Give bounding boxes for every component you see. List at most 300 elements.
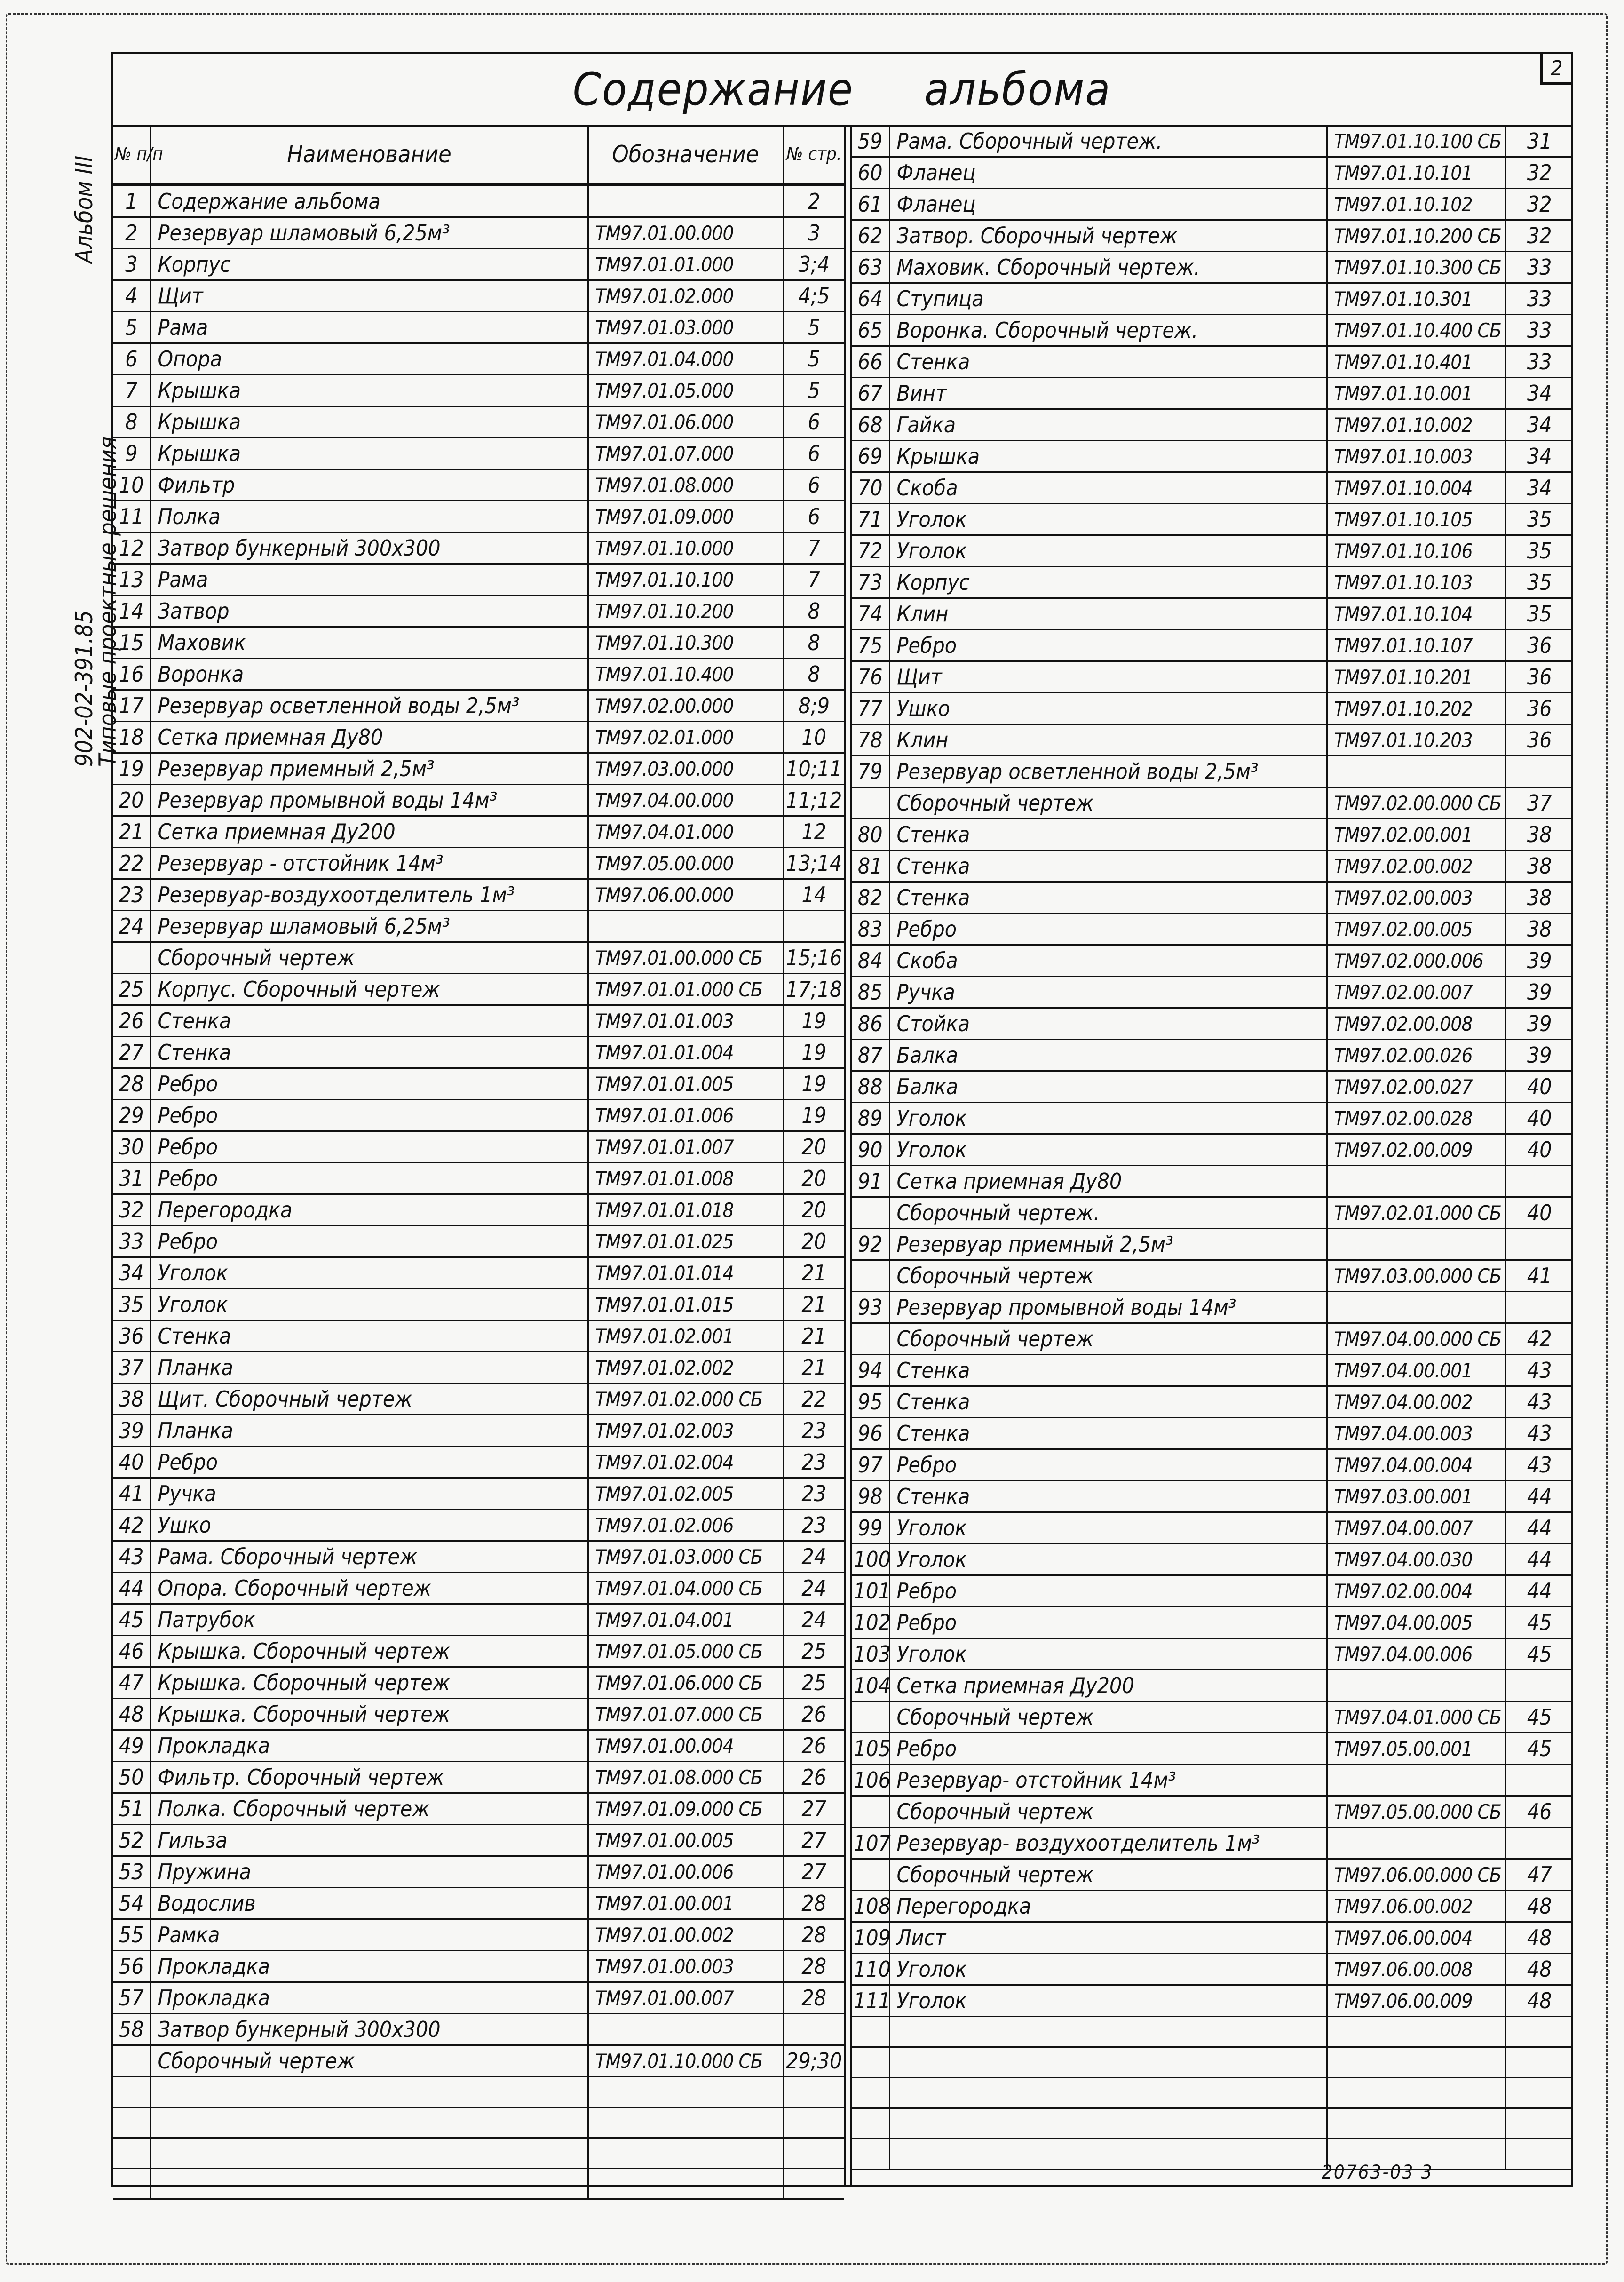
row-number: 47 (113, 1667, 151, 1699)
table-row (113, 1100, 844, 1131)
empty-cell (588, 2077, 783, 2107)
table-row (852, 1544, 1573, 1575)
row-page: 34 (1505, 409, 1573, 441)
row-number: 14 (113, 596, 151, 627)
row-page: 38 (1505, 914, 1573, 945)
row-page: 44 (1505, 1481, 1573, 1512)
row-code: ТМ97.01.10.301 (1327, 283, 1505, 315)
row-name: Уголок (889, 1544, 1327, 1575)
row-name: Сборочный чертеж (889, 1260, 1327, 1292)
row-page: 38 (1505, 819, 1573, 851)
row-code: ТМ97.02.00.009 (1327, 1134, 1505, 1166)
table-row (852, 693, 1573, 724)
table-row (113, 1478, 844, 1510)
row-number: 108 (852, 1891, 889, 1922)
row-code: ТМ97.01.10.000 (588, 533, 783, 564)
row-number: 55 (113, 1919, 151, 1951)
row-page: 20 (783, 1194, 844, 1226)
row-name: Гайка (889, 409, 1327, 441)
table-row (113, 249, 844, 280)
table-row (852, 1828, 1573, 1859)
row-page: 33 (1505, 346, 1573, 378)
row-name: Затвор. Сборочный чертеж (889, 220, 1327, 252)
table-row (113, 1447, 844, 1478)
row-name: Крышка (151, 406, 588, 438)
table-row (852, 252, 1573, 283)
table-row (852, 220, 1573, 252)
row-page: 27 (783, 1825, 844, 1856)
row-page: 24 (783, 1604, 844, 1636)
row-number: 4 (113, 280, 151, 312)
row-number: 106 (852, 1765, 889, 1796)
row-number (852, 1260, 889, 1292)
row-number: 59 (852, 126, 889, 157)
row-name: Сетка приемная Ду80 (151, 722, 588, 753)
row-code: ТМ97.01.00.000 СБ (588, 942, 783, 974)
row-name: Сборочный чертеж (151, 2045, 588, 2077)
row-number: 39 (113, 1415, 151, 1447)
row-code: ТМ97.01.00.007 (588, 1982, 783, 2014)
row-code: ТМ97.01.00.000 (588, 217, 783, 249)
row-page: 8 (783, 659, 844, 690)
row-code: ТМ97.01.01.018 (588, 1194, 783, 1226)
empty-cell (852, 2047, 889, 2078)
table-row (852, 126, 1573, 157)
row-code (588, 2014, 783, 2045)
table-row (113, 280, 844, 312)
row-page: 27 (783, 1856, 844, 1888)
row-number: 87 (852, 1040, 889, 1071)
row-number: 22 (113, 848, 151, 879)
row-number: 24 (113, 911, 151, 942)
row-name: Крышка. Сборочный чертеж (151, 1636, 588, 1667)
row-name: Корпус (151, 249, 588, 280)
contents-table-right (850, 125, 1573, 2185)
table-row (852, 819, 1573, 851)
table-row (113, 753, 844, 785)
row-number: 65 (852, 315, 889, 346)
row-number: 29 (113, 1100, 151, 1131)
row-name: Ушко (151, 1510, 588, 1541)
row-number: 10 (113, 469, 151, 501)
row-page: 35 (1505, 567, 1573, 598)
title-word-2: альбома (924, 63, 1111, 116)
row-number (852, 1323, 889, 1355)
row-code: ТМ97.01.10.102 (1327, 189, 1505, 220)
row-number: 17 (113, 690, 151, 722)
row-number: 70 (852, 472, 889, 504)
row-code: ТМ97.01.10.004 (1327, 472, 1505, 504)
row-number: 68 (852, 409, 889, 441)
row-code: ТМ97.01.10.300 СБ (1327, 252, 1505, 283)
row-number: 28 (113, 1068, 151, 1100)
row-page (1505, 1828, 1573, 1859)
row-number: 57 (113, 1982, 151, 2014)
empty-cell (113, 2138, 151, 2169)
row-code: ТМ97.05.00.000 (588, 848, 783, 879)
row-name: Щит. Сборочный чертеж (151, 1384, 588, 1415)
row-number: 41 (113, 1478, 151, 1510)
row-name: Резервуар шламовый 6,25м³ (151, 217, 588, 249)
row-name: Стенка (151, 1005, 588, 1037)
row-number: 23 (113, 879, 151, 911)
table-row (113, 1384, 844, 1415)
row-page: 38 (1505, 851, 1573, 882)
row-name: Опора (151, 343, 588, 375)
row-code: ТМ97.01.10.104 (1327, 598, 1505, 630)
empty-cell (1327, 2078, 1505, 2108)
row-name: Ручка (889, 977, 1327, 1008)
table-row (113, 1825, 844, 1856)
row-name: Стенка (151, 1320, 588, 1352)
row-code: ТМ97.06.00.002 (1327, 1891, 1505, 1922)
row-page: 26 (783, 1699, 844, 1730)
table-row (113, 1636, 844, 1667)
row-code: ТМ97.01.01.000 СБ (588, 974, 783, 1005)
row-number: 53 (113, 1856, 151, 1888)
row-code: ТМ97.04.00.002 (1327, 1386, 1505, 1418)
row-number: 103 (852, 1638, 889, 1670)
row-page: 34 (1505, 441, 1573, 472)
row-name: Планка (151, 1352, 588, 1384)
row-page: 10;11 (783, 753, 844, 785)
row-code: ТМ97.01.10.101 (1327, 157, 1505, 189)
row-number: 2 (113, 217, 151, 249)
row-code: ТМ97.02.00.004 (1327, 1575, 1505, 1607)
row-page: 23 (783, 1415, 844, 1447)
row-code: ТМ97.06.00.000 СБ (1327, 1859, 1505, 1891)
table-row (852, 346, 1573, 378)
row-page: 7 (783, 564, 844, 596)
row-number: 19 (113, 753, 151, 785)
row-number: 51 (113, 1793, 151, 1825)
empty-cell (151, 2077, 588, 2107)
row-name: Балка (889, 1040, 1327, 1071)
row-code: ТМ97.01.03.000 СБ (588, 1541, 783, 1573)
row-number: 13 (113, 564, 151, 596)
archive-stamp: 20763-03 3 (1322, 2162, 1434, 2183)
table-row (113, 564, 844, 596)
row-page: 36 (1505, 724, 1573, 756)
row-number: 69 (852, 441, 889, 472)
row-name: Ребро (889, 1733, 1327, 1765)
row-page: 39 (1505, 977, 1573, 1008)
row-code: ТМ97.04.00.004 (1327, 1449, 1505, 1481)
row-code: ТМ97.02.00.003 (1327, 882, 1505, 914)
row-code: ТМ97.02.00.005 (1327, 914, 1505, 945)
row-page: 47 (1505, 1859, 1573, 1891)
row-number: 78 (852, 724, 889, 756)
row-number (852, 1702, 889, 1733)
row-code: ТМ97.02.00.002 (1327, 851, 1505, 882)
row-name: Затвор бункерный 300x300 (151, 533, 588, 564)
row-number (852, 787, 889, 819)
row-number: 89 (852, 1103, 889, 1134)
row-number: 76 (852, 661, 889, 693)
row-page: 24 (783, 1573, 844, 1604)
row-code: ТМ97.02.00.007 (1327, 977, 1505, 1008)
table-row (852, 1040, 1573, 1071)
table-row (852, 1481, 1573, 1512)
row-name: Уголок (151, 1257, 588, 1289)
row-number: 86 (852, 1008, 889, 1040)
row-page (1505, 1670, 1573, 1702)
empty-cell (1327, 2017, 1505, 2047)
table-row (113, 1226, 844, 1257)
row-number: 37 (113, 1352, 151, 1384)
row-page: 44 (1505, 1544, 1573, 1575)
row-code: ТМ97.01.00.004 (588, 1730, 783, 1762)
table-row (852, 787, 1573, 819)
row-number: 63 (852, 252, 889, 283)
row-page: 25 (783, 1636, 844, 1667)
row-page: 48 (1505, 1922, 1573, 1954)
table-row (113, 1730, 844, 1762)
empty-row (852, 2017, 1573, 2047)
table-row (852, 1386, 1573, 1418)
row-page: 3;4 (783, 249, 844, 280)
empty-cell (852, 2139, 889, 2170)
row-code: ТМ97.01.05.000 СБ (588, 1636, 783, 1667)
row-code: ТМ97.01.03.000 (588, 312, 783, 343)
row-page: 36 (1505, 693, 1573, 724)
row-number: 25 (113, 974, 151, 1005)
row-page: 42 (1505, 1323, 1573, 1355)
row-code (588, 185, 783, 217)
row-name: Резервуар промывной воды 14м³ (889, 1292, 1327, 1323)
side-label-album: Альбом III (71, 155, 98, 263)
table-row (852, 378, 1573, 409)
row-name: Щит (889, 661, 1327, 693)
row-code: ТМ97.01.01.004 (588, 1037, 783, 1068)
row-number: 30 (113, 1131, 151, 1163)
table-row (113, 312, 844, 343)
row-name: Ребро (889, 1607, 1327, 1638)
table-row (852, 1796, 1573, 1828)
row-code: ТМ97.02.00.028 (1327, 1103, 1505, 1134)
row-name: Крышка (151, 438, 588, 469)
row-page: 21 (783, 1320, 844, 1352)
row-name: Ребро (151, 1447, 588, 1478)
table-row (852, 882, 1573, 914)
row-name: Стенка (151, 1037, 588, 1068)
row-page: 32 (1505, 157, 1573, 189)
row-name: Резервуар - отстойник 14м³ (151, 848, 588, 879)
row-page: 6 (783, 406, 844, 438)
row-code: ТМ97.02.01.000 (588, 722, 783, 753)
row-code: ТМ97.01.10.001 (1327, 378, 1505, 409)
row-page: 45 (1505, 1702, 1573, 1733)
table-row (852, 409, 1573, 441)
row-code: ТМ97.01.10.200 (588, 596, 783, 627)
row-name: Скоба (889, 472, 1327, 504)
table-row (113, 406, 844, 438)
row-page: 46 (1505, 1796, 1573, 1828)
table-row (113, 1068, 844, 1100)
page-title (113, 54, 1571, 127)
row-page: 8;9 (783, 690, 844, 722)
row-page: 23 (783, 1510, 844, 1541)
row-code: ТМ97.04.01.000 СБ (1327, 1702, 1505, 1733)
row-code: ТМ97.01.04.001 (588, 1604, 783, 1636)
table-row (113, 1131, 844, 1163)
table-row (852, 1449, 1573, 1481)
table-row (852, 1638, 1573, 1670)
row-code: ТМ97.01.02.005 (588, 1478, 783, 1510)
row-number: 81 (852, 851, 889, 882)
row-page: 43 (1505, 1418, 1573, 1449)
table-row (852, 1859, 1573, 1891)
row-name: Стенка (889, 1355, 1327, 1386)
empty-row (852, 2047, 1573, 2078)
row-code (1327, 756, 1505, 787)
row-name: Ребро (151, 1131, 588, 1163)
row-code: ТМ97.01.10.400 (588, 659, 783, 690)
row-code: ТМ97.01.00.006 (588, 1856, 783, 1888)
row-name: Прокладка (151, 1730, 588, 1762)
row-code: ТМ97.01.10.003 (1327, 441, 1505, 472)
row-name: Водослив (151, 1888, 588, 1919)
row-number: 16 (113, 659, 151, 690)
row-number: 6 (113, 343, 151, 375)
row-name: Прокладка (151, 1982, 588, 2014)
row-code: ТМ97.01.01.014 (588, 1257, 783, 1289)
table-row (113, 501, 844, 533)
table-row (852, 724, 1573, 756)
row-page: 44 (1505, 1512, 1573, 1544)
row-number: 42 (113, 1510, 151, 1541)
table-row (852, 1134, 1573, 1166)
row-number: 107 (852, 1828, 889, 1859)
row-code: ТМ97.01.10.106 (1327, 535, 1505, 567)
table-row (852, 315, 1573, 346)
row-name: Уголок (889, 1512, 1327, 1544)
row-page: 35 (1505, 535, 1573, 567)
row-name: Ступица (889, 283, 1327, 315)
row-page: 7 (783, 533, 844, 564)
row-code: ТМ97.04.01.000 (588, 816, 783, 848)
table-row (113, 1856, 844, 1888)
row-name: Стенка (889, 1386, 1327, 1418)
row-number: 58 (113, 2014, 151, 2045)
row-page: 8 (783, 596, 844, 627)
row-name: Винт (889, 378, 1327, 409)
row-code: ТМ97.02.00.027 (1327, 1071, 1505, 1103)
row-name: Уголок (889, 535, 1327, 567)
row-code: ТМ97.01.10.103 (1327, 567, 1505, 598)
row-name: Маховик. Сборочный чертеж. (889, 252, 1327, 283)
row-name: Стенка (889, 819, 1327, 851)
row-name: Фланец (889, 189, 1327, 220)
row-name: Ребро (151, 1226, 588, 1257)
row-name: Резервуар- отстойник 14м³ (889, 1765, 1327, 1796)
row-number: 98 (852, 1481, 889, 1512)
row-page: 3 (783, 217, 844, 249)
table-row (852, 441, 1573, 472)
row-number (113, 2045, 151, 2077)
row-number: 61 (852, 189, 889, 220)
empty-cell (852, 2108, 889, 2139)
table-row (852, 1418, 1573, 1449)
row-code: ТМ97.01.07.000 СБ (588, 1699, 783, 1730)
row-code (588, 911, 783, 942)
row-page (783, 911, 844, 942)
row-code: ТМ97.01.10.002 (1327, 409, 1505, 441)
row-number: 80 (852, 819, 889, 851)
row-number: 46 (113, 1636, 151, 1667)
row-number: 45 (113, 1604, 151, 1636)
table-row (113, 816, 844, 848)
row-code (1327, 1229, 1505, 1260)
empty-cell (113, 2077, 151, 2107)
row-page: 44 (1505, 1575, 1573, 1607)
table-row (852, 1891, 1573, 1922)
row-code: ТМ97.04.00.003 (1327, 1418, 1505, 1449)
row-page (1505, 756, 1573, 787)
row-name: Ребро (889, 1449, 1327, 1481)
row-name: Скоба (889, 945, 1327, 977)
empty-cell (1505, 2108, 1573, 2139)
row-number: 60 (852, 157, 889, 189)
row-code: ТМ97.01.10.105 (1327, 504, 1505, 535)
row-number: 34 (113, 1257, 151, 1289)
row-number: 62 (852, 220, 889, 252)
row-name: Фильтр (151, 469, 588, 501)
row-number: 54 (113, 1888, 151, 1919)
table-row (852, 1103, 1573, 1134)
row-page: 43 (1505, 1355, 1573, 1386)
row-page: 20 (783, 1131, 844, 1163)
empty-cell (1505, 2078, 1573, 2108)
empty-cell (889, 2139, 1327, 2170)
side-label-typical: Типовые проектные решения (94, 437, 121, 767)
table-row (852, 1008, 1573, 1040)
table-row (113, 1604, 844, 1636)
table-row (113, 1352, 844, 1384)
left-table-body (113, 185, 844, 2199)
row-number: 100 (852, 1544, 889, 1575)
row-name: Клин (889, 724, 1327, 756)
empty-cell (588, 2169, 783, 2199)
table-row (852, 1733, 1573, 1765)
row-name: Резервуар осветленной воды 2,5м³ (151, 690, 588, 722)
row-number: 91 (852, 1166, 889, 1197)
row-number: 97 (852, 1449, 889, 1481)
row-code: ТМ97.01.10.107 (1327, 630, 1505, 661)
row-name: Стенка (889, 346, 1327, 378)
row-page: 32 (1505, 220, 1573, 252)
row-name: Стенка (889, 1418, 1327, 1449)
contents-table-left (113, 125, 846, 2185)
row-name: Крышка. Сборочный чертеж (151, 1699, 588, 1730)
row-code: ТМ97.01.10.000 СБ (588, 2045, 783, 2077)
row-name: Ребро (889, 630, 1327, 661)
row-name: Уголок (889, 504, 1327, 535)
table-row (113, 1919, 844, 1951)
row-code: ТМ97.02.00.008 (1327, 1008, 1505, 1040)
table-row (852, 914, 1573, 945)
table-row (852, 1260, 1573, 1292)
row-number: 64 (852, 283, 889, 315)
row-code: ТМ97.02.000.006 (1327, 945, 1505, 977)
row-code: ТМ97.02.01.000 СБ (1327, 1197, 1505, 1229)
row-name: Уголок (889, 1985, 1327, 2017)
row-name: Затвор бункерный 300x300 (151, 2014, 588, 2045)
row-page: 19 (783, 1068, 844, 1100)
row-number: 1 (113, 185, 151, 217)
row-name: Крышка. Сборочный чертеж (151, 1667, 588, 1699)
row-name: Резервуар приемный 2,5м³ (151, 753, 588, 785)
